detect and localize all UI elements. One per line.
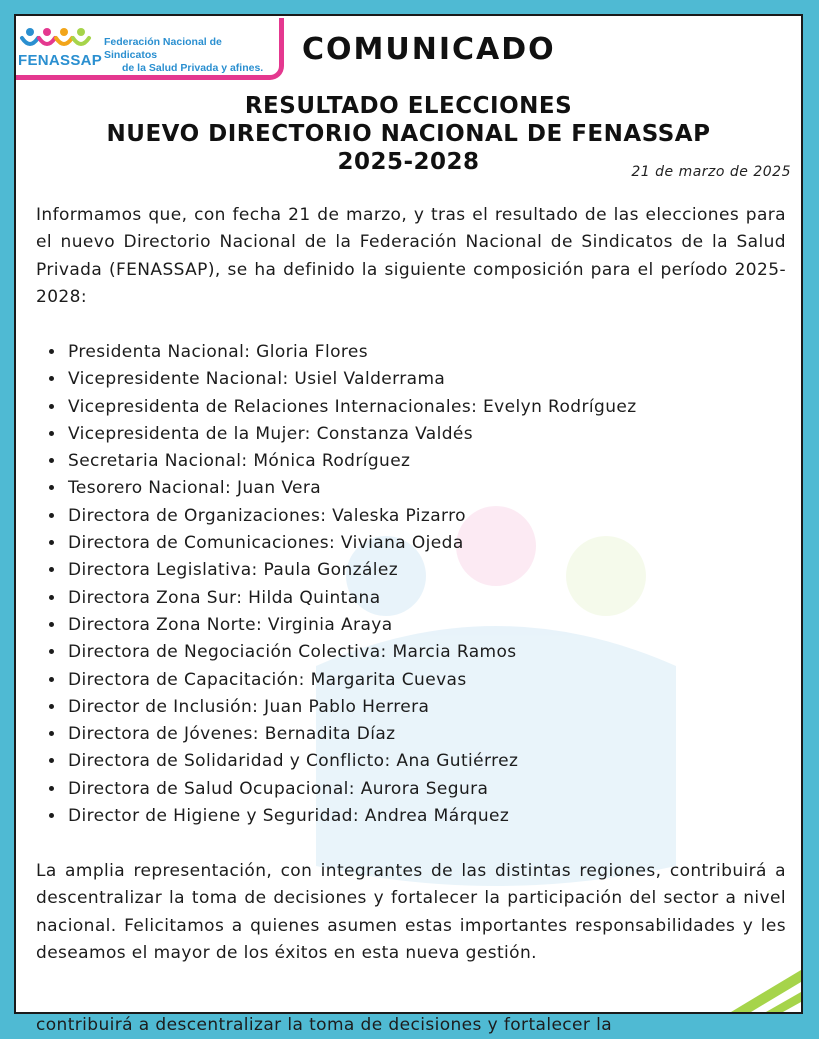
title-line-1: RESULTADO ELECCIONES [244,93,573,119]
cut-off-text: contribuirá a descentralizar la toma de decisiones y fortalecer la [36,1015,613,1035]
closing-paragraph: La amplia representación, con integrantes de las distintas regiones, contribuirá a descentralizar la toma de decisiones y fortalecer la participación del sector a nivel nacional. Felicitamos a quienes asumen estas importantes responsabilidades y les deseamos el mayor de los éxitos en esta nueva gestión. [36,861,786,963]
list-item: • Secretaria Nacional: Mónica Rodríguez [66,448,786,475]
list-item: • Director de Inclusión: Juan Pablo Herrera [66,694,786,721]
logo-line-1: Federación Nacional de Sindicatos [104,36,222,61]
logo-line-2: de la Salud Privada y afines. [122,62,264,74]
title-line-2: NUEVO DIRECTORIO NACIONAL DE FENASSAP [106,121,711,147]
document-label: COMUNICADO [302,32,556,67]
list-item: • Directora Zona Sur: Hilda Quintana [66,585,786,612]
list-item: • Directora Legislativa: Paula González [66,557,786,584]
communique-sheet [14,14,803,1035]
list-item: • Directora de Capacitación: Margarita Cuevas [66,667,786,694]
list-item: • Vicepresidenta de Relaciones Internacionales: Evelyn Rodríguez [66,394,786,421]
logo-name: FENASSAP [18,52,103,69]
list-item: • Director de Higiene y Seguridad: Andrea Márquez [66,803,786,830]
list-item: • Directora de Salud Ocupacional: Aurora Segura [66,776,786,803]
directorio-list [36,339,786,830]
list-item: • Presidenta Nacional: Gloria Flores [66,339,786,366]
corner-stripes-icon [711,952,801,1012]
list-item: • Directora de Solidaridad y Conflicto: Ana Gutiérrez [66,748,786,775]
list-item: • Directora de Comunicaciones: Viviana Ojeda [66,530,786,557]
list-item: • Directora de Negociación Colectiva: Marcia Ramos [66,639,786,666]
list-item: • Directora Zona Norte: Virginia Araya [66,612,786,639]
document-date: 21 de marzo de 2025 [631,164,791,180]
list-item: • Vicepresidente Nacional: Usiel Valderrama [66,366,786,393]
list-item: • Directora de Jóvenes: Bernadita Díaz [66,721,786,748]
title-line-3: 2025-2028 [337,149,480,175]
logo-federation-text [104,36,276,75]
list-item: • Directora de Organizaciones: Valeska Pizarro [66,503,786,530]
fenassap-logo [16,18,284,80]
intro-paragraph: Informamos que, con fecha 21 de marzo, y tras el resultado de las elecciones para el nuevo Directorio Nacional de la Federación Nacional de Sindicatos de la Salud Privada (FENASSAP), se ha definido la siguiente composición para el período 2025-2028: [36,205,786,307]
list-item: • Tesorero Nacional: Juan Vera [66,475,786,502]
top-frame-bar [14,0,803,14]
list-item: • Vicepresidenta de la Mujer: Constanza Valdés [66,421,786,448]
